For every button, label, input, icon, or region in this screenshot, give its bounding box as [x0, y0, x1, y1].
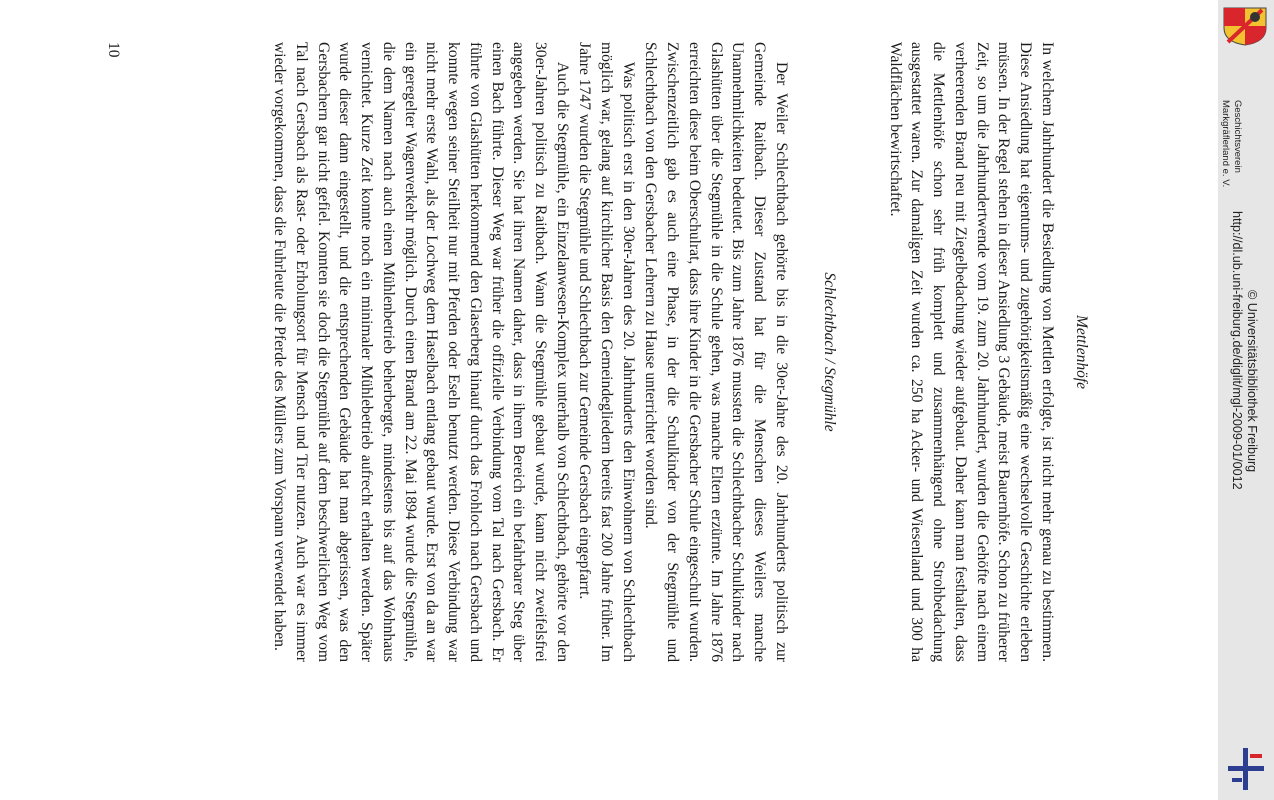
paragraph-church: Was politisch erst in den 30er-Jahren des 20. Jahrhunderts den Einwohnern von Schlechtbach möglich war, gelang auf kirchlicher Basis den Gemeindegliedern bereits fast 200 Jahre früher. Im Jahre 1747 wurden die Stegmühle und Schlechtbach zur Gemeinde Gersbach eingepfarrt. — [576, 42, 637, 662]
society-line-1: Geschichtsverein — [1232, 100, 1243, 173]
coat-of-arms-icon — [1222, 6, 1268, 46]
library-logo-icon — [1226, 744, 1268, 792]
page-number: 10 — [105, 42, 122, 58]
copyright-notice: © Universitätsbibliothek Freiburg — [1245, 290, 1259, 473]
permalink-url[interactable]: http://dl.ub.uni-freiburg.de/diglit/mgl-2009-01/0012 — [1230, 211, 1244, 490]
scanned-page — [105, 42, 1090, 662]
paragraph-schlechtbach: Der Weiler Schlechtbach gehörte bis in die 30er-Jahre des 20. Jahrhunderts politisch zur Gemeinde Raitbach. Dieser Zustand hat für die Menschen dieses Weilers manche Unannehmlichkeiten bedeutet. Bis zum Jahre 1876 mussten die Schlechtbacher Schulkinder nach Glashütten über die Stegmühle in die Schule gehen, was manche Eltern erzürnte. Im Jahre 1876 erreichten diese beim Oberschulrat, dass ihre Kinder in die Gersbacher Schule eingeschult wurden. Zwischenzeitlich gab es auch eine Phase, in der die Schulkinder von der Stegmühle und Schlechtbach von den Gersbacher Lehrern zu Hause unterrichtet worden sind. — [642, 42, 790, 662]
paragraph-settlement: In welchem Jahrhundert die Besiedlung von Mettlen erfolgte, ist nicht mehr genau zu bestimmen. Diese Ansiedlung hat eigentums- und zugehörigkeitsmäßig eine wechselvolle Geschichte erleben müssen. In der Regel stehen in dieser Ansiedlung 3 Gebäude, meist Bauernhöfe. Schon zu früherer Zeit, so um die Jahrhundertwende vom 19. zum 20. Jahrhundert, wurden die Gehöfte nach einem verheerenden Brand neu mit Ziegelbedachung wieder aufgebaut. Daher kann man festhalten, dass die Mettlenhöfe schon sehr früh komplett und zusammenhängend ohne Strohbedachung ausgestattet waren. Zur damaligen Zeit wurden ca. 250 ha Acker- und Wiesenland und 300 ha Waldflächen bewirtschaftet. — [886, 42, 1056, 662]
society-name — [1219, 100, 1243, 187]
section-heading: Schlechtbach / Stegmühle — [821, 272, 838, 432]
society-line-2: Markgräflerland e. V. — [1220, 100, 1231, 188]
running-head: Mettlenhöfe — [1073, 314, 1090, 390]
paragraph-stegmuehle: Auch die Stegmühle, ein Einzelanwesen-Komplex unterhalb von Schlechtbach, gehörte vor den 30er-Jahren politisch zu Raitbach. Wann die Stegmühle gebaut wurde, kann nicht zweifelsfrei angegeben werden. Sie hat ihren Namen daher, dass in ihrem Bereich ein befahrbarer Steg über einen Bach führte. Dieser Weg war früher die offizielle Verbindung vom Tal nach Gersbach. Er führte von Glashütten herkommend den Glaserberg hinauf durch das Frohloch nach Gersbach und konnte wegen seiner Steilheit nur mit Pferden oder Eseln benutzt werden. Diese Verbindung war nicht mehr erste Wahl, als der Lochweg dem Haselbach entlang gebaut wurde. Erst von da an war ein geregelter Wagenverkehr möglich. Durch einen Brand am 22. Mai 1894 wurde die Stegmühle, die dem Namen nach auch einen Mühlenbetrieb beherbergte, mindestens bis auf das Wohnhaus vernichtet. Kurze Zeit konnte noch ein minimaler Mühlebetrieb aufrecht erhalten werden. Später wurde dieser dann eingestellt, und die entsprechenden Gebäude hat man abgerissen, was den Gersbachern gar nicht gefiel. Konnten sie doch die Stegmühle auf dem beschwerlichen Weg vom Tal nach Gersbach als Rast- oder Erholungsort für Mensch und Tier nutzen. Auch war es immer wieder vorgekommen, dass die Fuhrleute die Pferde des Müllers zum Vorspann verwendet haben. — [271, 42, 571, 662]
